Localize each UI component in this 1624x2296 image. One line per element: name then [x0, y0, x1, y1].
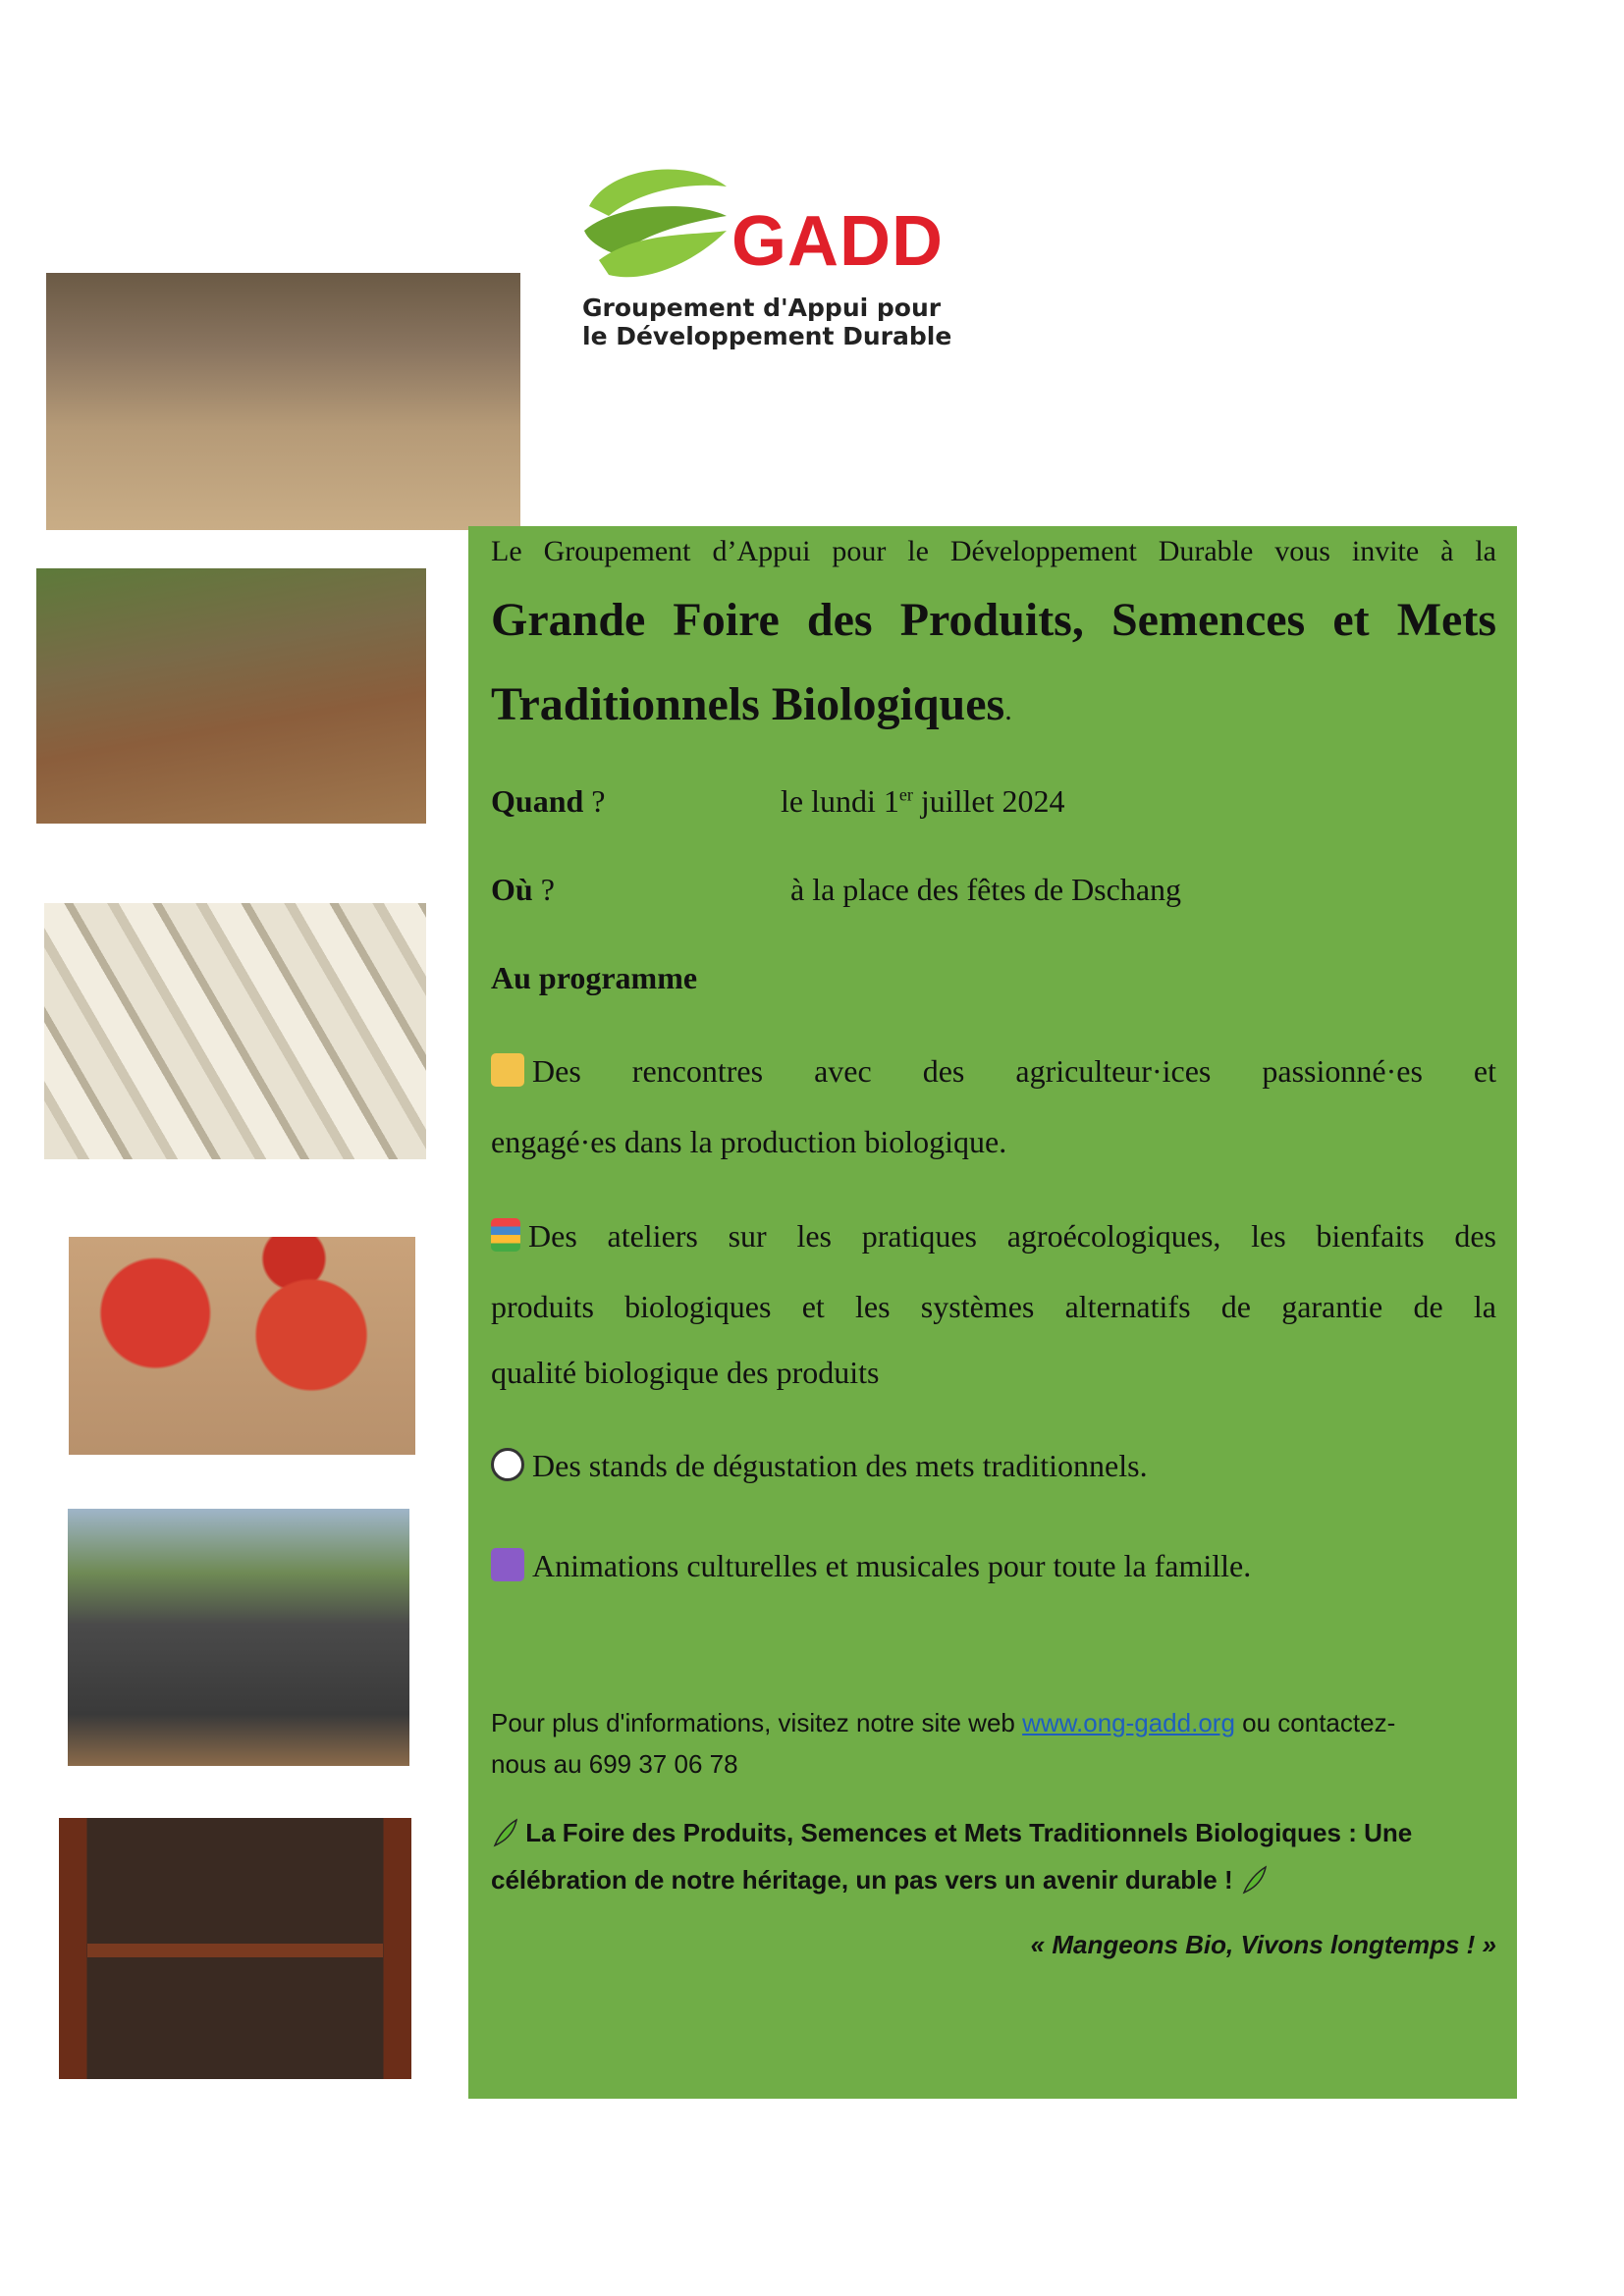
books-icon	[491, 1218, 520, 1252]
where-label: Où	[491, 872, 533, 907]
title-period: .	[1004, 694, 1012, 726]
contact-pre: Pour plus d'informations, visitez notre site web	[491, 1708, 1023, 1737]
tagline-line1-text: La Foire des Produits, Semences et Mets Traditionnels Biologiques : Une	[525, 1818, 1413, 1847]
website-link[interactable]: www.ong-gadd.org	[1022, 1708, 1235, 1737]
program-item-1-line2: engagé·es dans la production biologique.	[491, 1124, 1007, 1159]
tagline-line2-text: célébration de notre héritage, un pas vers un avenir durable !	[491, 1865, 1233, 1895]
contact-post: ou contactez-	[1234, 1708, 1396, 1737]
title-line1: Grande Foire des Produits, Semences et Mets	[491, 594, 1496, 646]
logo-name: GADD	[731, 202, 944, 281]
motto-quote: « Mangeons Bio, Vivons longtemps ! »	[1030, 1930, 1496, 1959]
program-item-2-line3: qualité biologique des produits	[491, 1355, 880, 1390]
program-item-2-line2: produits biologiques et les systèmes alternatifs de garantie de la	[491, 1289, 1496, 1324]
program-item-4	[491, 1548, 1251, 1584]
plate-icon	[491, 1448, 524, 1481]
when-value-pre: le lundi 1	[781, 783, 899, 819]
gadd-logo	[579, 162, 972, 358]
program-item-3	[491, 1448, 1148, 1484]
when-value	[781, 783, 1065, 820]
contact-line1	[491, 1708, 1395, 1738]
tagline-line1	[491, 1818, 1412, 1848]
where-value: à la place des fêtes de Dschang	[790, 872, 1182, 907]
program-heading: Au programme	[491, 960, 698, 995]
photo-potato-field	[36, 568, 426, 824]
leaf-logo-icon	[579, 162, 736, 290]
title-line2-text: Traditionnels Biologiques	[491, 678, 1005, 730]
when-value-sup: er	[898, 784, 913, 805]
when-row	[491, 783, 605, 820]
program-item-1-line1	[491, 1053, 1496, 1090]
logo-subtitle-line2: le Développement Durable	[582, 322, 952, 350]
photo-tomatoes	[69, 1237, 415, 1455]
program-item-2-line1	[491, 1218, 1496, 1255]
photo-maize-cobs	[44, 903, 426, 1159]
when-q: ?	[583, 783, 606, 819]
program-item-1-text: Des rencontres avec des agriculteur·ices passionné·es et	[532, 1053, 1496, 1089]
where-row	[491, 872, 555, 908]
contact-line2: nous au 699 37 06 78	[491, 1749, 738, 1779]
title-line2	[491, 677, 1012, 731]
photo-km-bio-bottles	[68, 1509, 409, 1766]
logo-subtitle-line1: Groupement d'Appui pour	[582, 294, 942, 322]
program-item-2-text: Des ateliers sur les pratiques agroécologiques, les bienfaits des	[528, 1218, 1496, 1254]
intro-text: Le Groupement d’Appui pour le Développement Durable vous invite à la	[491, 535, 1496, 567]
tagline-line2	[491, 1865, 1268, 1896]
herb-icon	[491, 1818, 518, 1847]
logo-subtitle	[582, 294, 951, 350]
program-item-3-text: Des stands de dégustation des mets traditionnels.	[532, 1448, 1148, 1483]
photo-market-products	[46, 273, 520, 530]
herb-icon	[1240, 1865, 1268, 1895]
music-icon	[491, 1548, 524, 1581]
when-value-post: juillet 2024	[912, 783, 1065, 819]
when-label: Quand	[491, 783, 584, 819]
farmer-icon	[491, 1053, 524, 1087]
where-q: ?	[532, 872, 555, 907]
photo-seed-cabinet	[59, 1818, 411, 2079]
program-item-4-text: Animations culturelles et musicales pour toute la famille.	[532, 1548, 1252, 1583]
